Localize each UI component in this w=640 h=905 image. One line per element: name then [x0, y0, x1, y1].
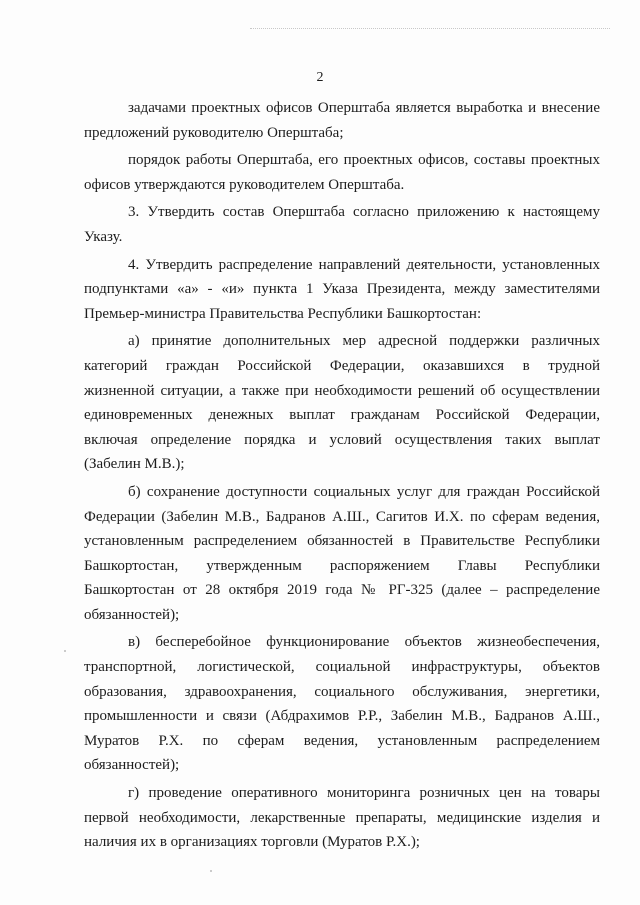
text-line: Башкортостан от 28 октября 2019 года № РГ-325 (далее – распределение [84, 582, 600, 599]
document-body [84, 96, 600, 858]
text-line: обязанностей); [84, 757, 180, 774]
text-line: образования, здравоохранения, социального обслуживания, энергетики, [84, 683, 600, 700]
page-number: 2 [316, 70, 324, 85]
text-line: жизненной ситуации, а также при необходимости решений об осуществлении [84, 382, 600, 399]
text-line: категорий граждан Российской Федерации, оказавшихся в трудной [84, 357, 600, 374]
text-line: б) сохранение доступности социальных услуг для граждан Российской [128, 483, 600, 500]
text-line: промышленности и связи (Абдрахимов Р.Р., Забелин М.В., Бадранов А.Ш., [84, 708, 600, 725]
text-line: обязанностей); [84, 606, 180, 623]
scan-artifact-dots [250, 28, 610, 31]
text-line: Башкортостан, утвержденным распоряжением Главы Республики [84, 557, 600, 574]
text-line: 3. Утвердить состав Оперштаба согласно приложению к настоящему [128, 204, 600, 221]
paragraph-subitem-b [84, 480, 600, 628]
text-line: единовременных денежных выплат гражданам Российской Федерации, [84, 407, 600, 424]
text-line: транспортной, логистической, социальной инфраструктуры, объектов [84, 659, 600, 676]
text-line: предложений руководителю Оперштаба; [84, 124, 344, 141]
text-line: Премьер-министра Правительства Республики Башкортостан: [84, 305, 482, 322]
scan-speck [64, 650, 66, 652]
text-line: наличия их в организациях торговли (Муратов Р.Х.); [84, 834, 420, 851]
text-line: задачами проектных офисов Оперштаба является выработка и внесение [128, 100, 600, 116]
text-line: в) бесперебойное функционирование объектов жизнеобеспечения, [128, 634, 600, 651]
text-line: а) принятие дополнительных мер адресной поддержки различных [128, 333, 600, 350]
paragraph-project-offices-task [84, 96, 600, 145]
text-line: первой необходимости, лекарственные препараты, медицинские изделия и [84, 809, 600, 826]
paragraph-item-3 [84, 200, 600, 249]
text-line: подпунктами «а» - «и» пункта 1 Указа Президента, между заместителями [84, 281, 600, 298]
text-line: установленным распределением обязанностей в Правительстве Республики [84, 533, 600, 550]
paragraph-work-procedure [84, 148, 600, 197]
text-line: включая определение порядка и условий осуществления таких выплат [84, 431, 600, 448]
paragraph-item-4 [84, 253, 600, 327]
scan-speck [210, 870, 212, 872]
text-line: Указу. [84, 228, 123, 245]
paragraph-subitem-g [84, 781, 600, 855]
text-line: 4. Утвердить распределение направлений деятельности, установленных [128, 256, 600, 273]
text-line: г) проведение оперативного мониторинга розничных цен на товары [128, 785, 600, 802]
text-line: Муратов Р.Х. по сферам ведения, установленным распределением [84, 732, 600, 749]
text-line: офисов утверждаются руководителем Оперштаба. [84, 176, 405, 193]
text-line: Федерации (Забелин М.В., Бадранов А.Ш., Сагитов И.Х. по сферам ведения, [84, 508, 600, 525]
text-line: порядок работы Оперштаба, его проектных офисов, составы проектных [128, 152, 600, 169]
paragraph-subitem-a [84, 329, 600, 477]
paragraph-subitem-v [84, 630, 600, 778]
text-line: (Забелин М.В.); [84, 456, 185, 473]
